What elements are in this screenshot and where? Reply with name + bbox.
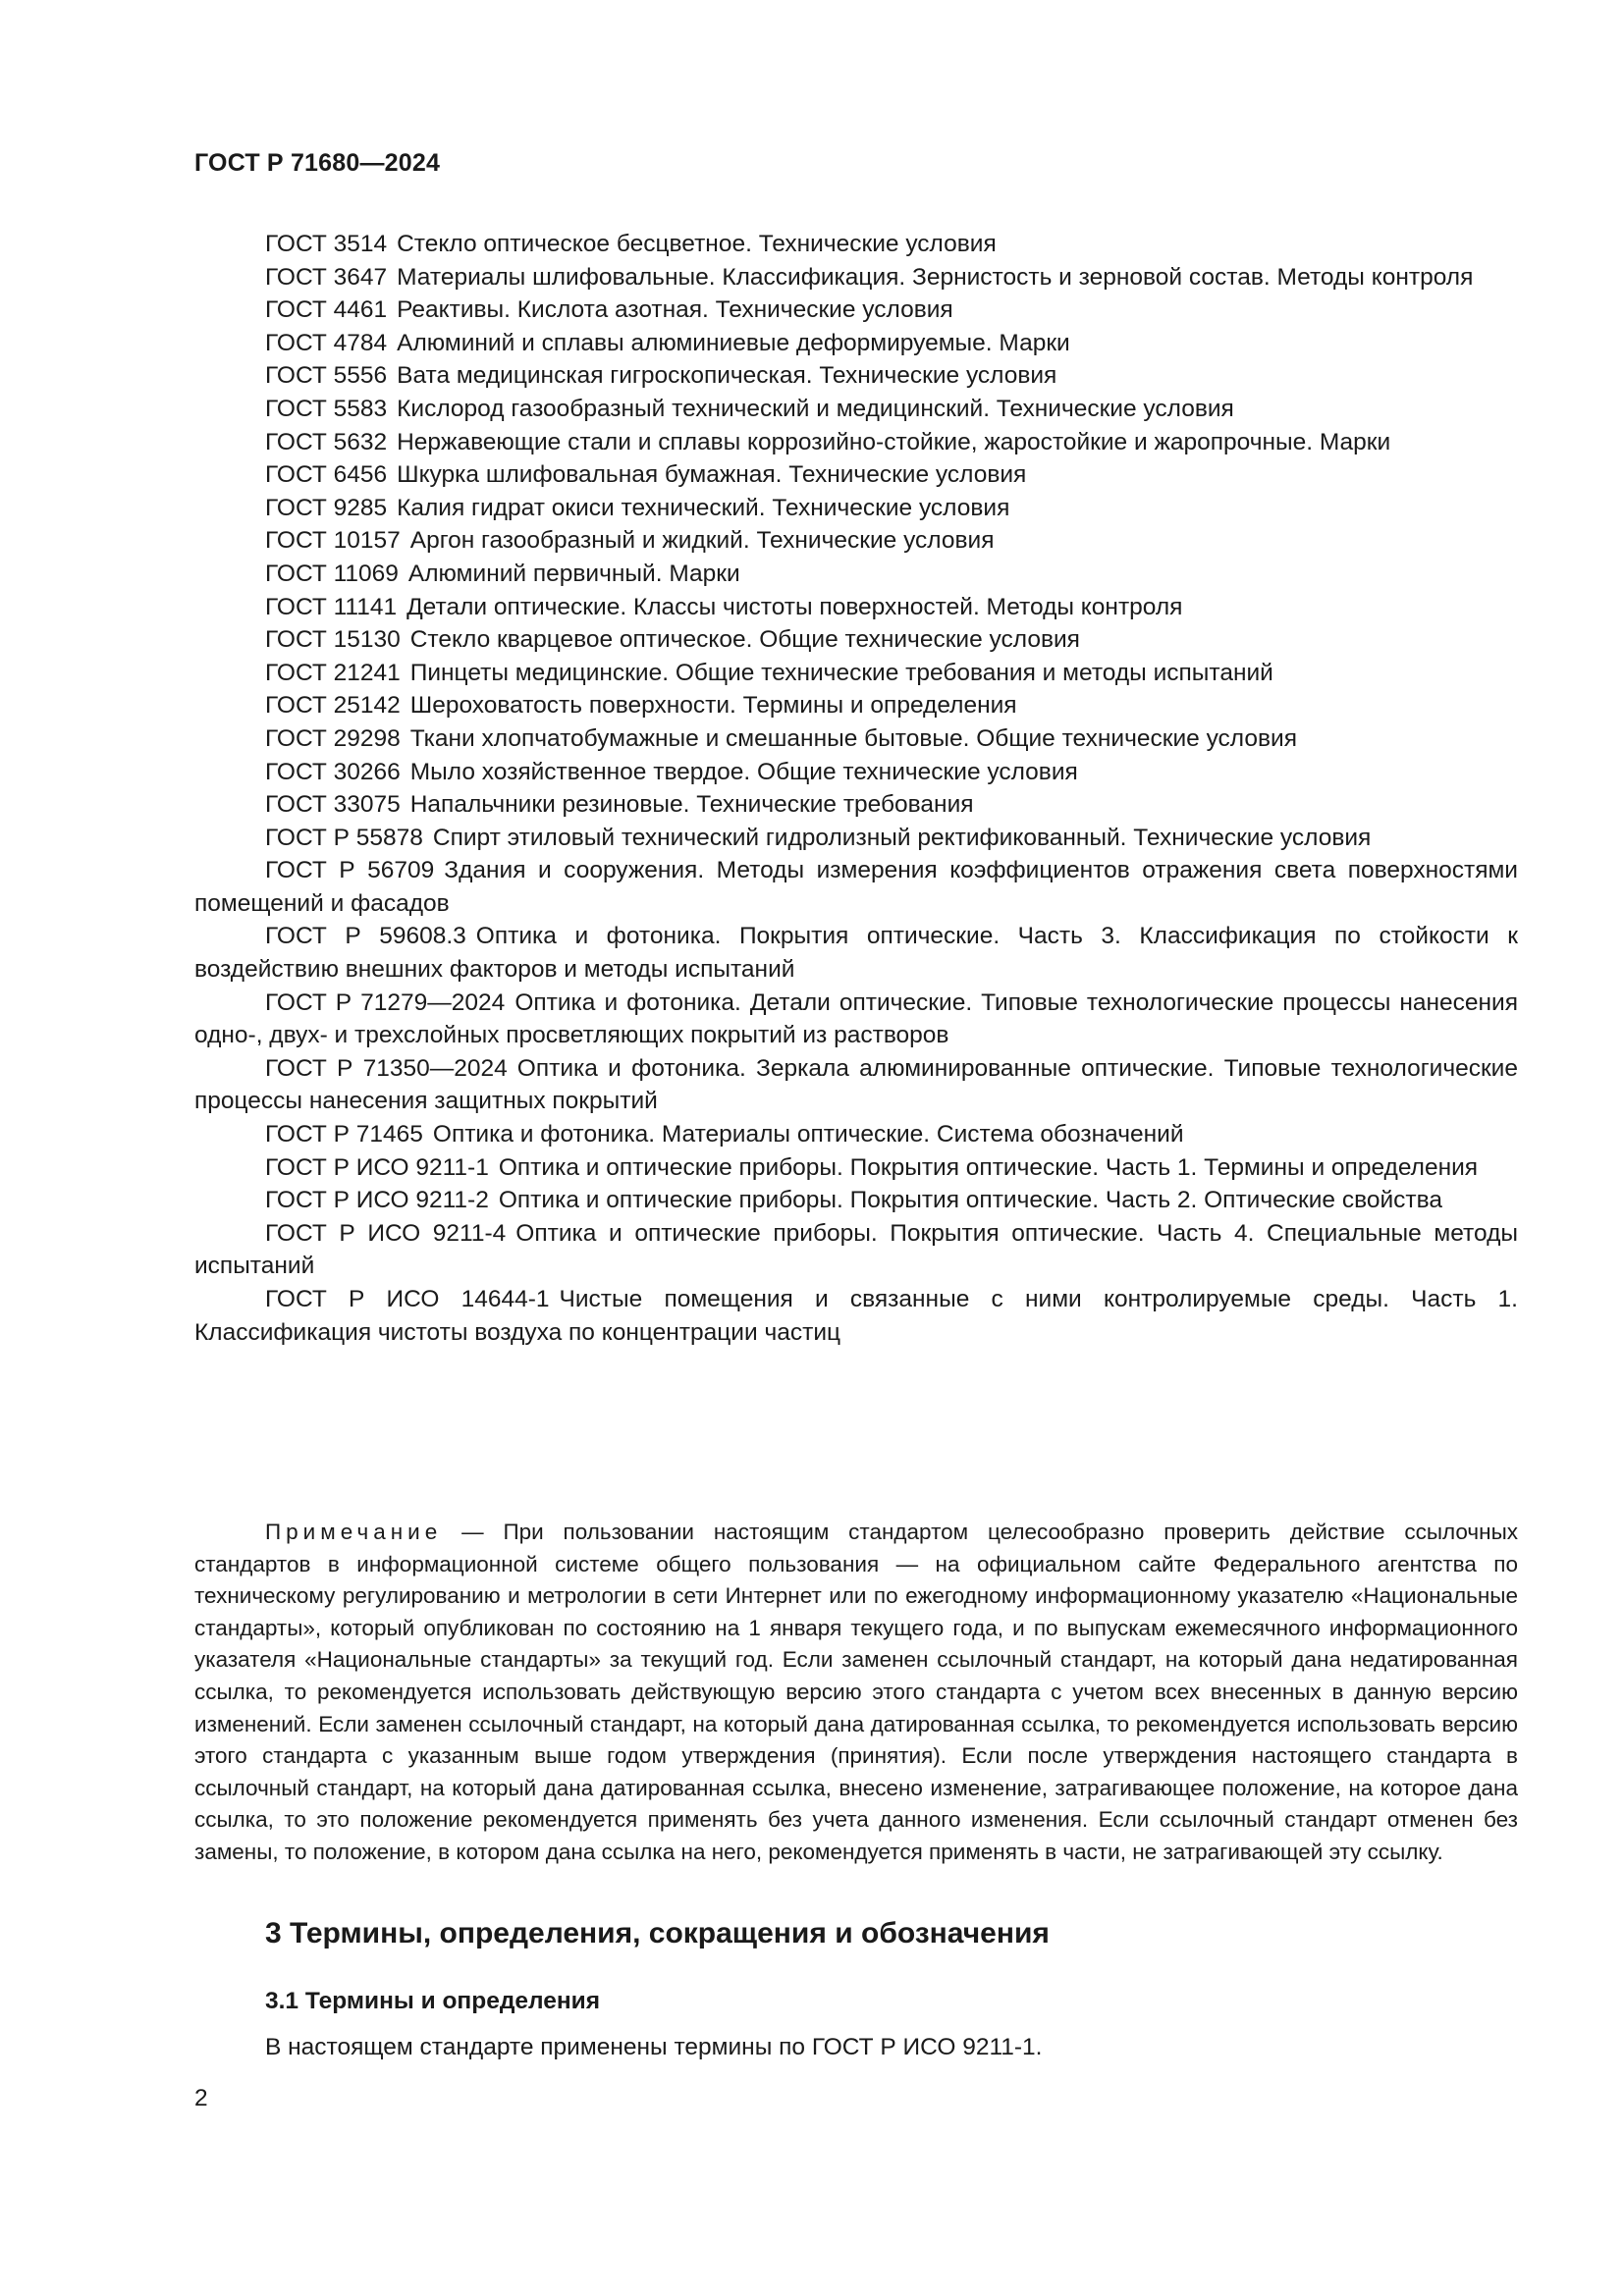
reference-code: ГОСТ 5632 [265, 428, 388, 455]
normative-references-list [194, 228, 1518, 1349]
reference-code: ГОСТ Р ИСО 9211-1 [265, 1153, 489, 1181]
page-number: 2 [194, 2085, 208, 2111]
reference-title: Здания и сооружения. Методы измерения коэффициентов отражения света поверхностями помещений и фасадов [194, 857, 1518, 917]
reference-title: Оптика и оптические приборы. Покрытия оптические. Часть 1. Термины и определения [498, 1153, 1479, 1181]
reference-item [194, 1217, 1518, 1283]
reference-title: Нержавеющие стали и сплавы коррозийно-стойкие, жаростойкие и жаропрочные. Марки [397, 428, 1391, 455]
reference-item [194, 492, 1518, 525]
reference-code: ГОСТ 11069 [265, 560, 399, 587]
reference-code: ГОСТ Р 71279—2024 [265, 988, 506, 1016]
reference-item [194, 426, 1518, 459]
reference-item [194, 359, 1518, 393]
reference-title: Детали оптические. Классы чистоты поверхностей. Методы контроля [406, 593, 1183, 620]
reference-title: Ткани хлопчатобумажные и смешанные бытовые. Общие технические условия [409, 724, 1297, 752]
reference-title: Оптика и фотоника. Покрытия оптические. Часть 3. Классификация по стойкости к воздействию внешних факторов и методы испытаний [194, 923, 1519, 984]
reference-code: ГОСТ 15130 [265, 626, 401, 654]
reference-item [194, 1151, 1518, 1185]
reference-title: Напальчники резиновые. Технические требования [409, 791, 974, 819]
reference-title: Оптика и фотоника. Материалы оптические. Система обозначений [432, 1121, 1184, 1148]
reference-title: Оптика и оптические приборы. Покрытия оптические. Часть 2. Оптические свойства [498, 1187, 1442, 1214]
subsection-heading: 3.1 Термины и определения [265, 1988, 601, 2014]
reference-item [194, 294, 1518, 327]
reference-item [194, 822, 1518, 855]
reference-code: ГОСТ Р 55878 [265, 824, 423, 851]
reference-title: Спирт этиловый технический гидролизный ректификованный. Технические условия [432, 824, 1372, 851]
reference-title: Пинцеты медицинские. Общие технические требования и методы испытаний [409, 659, 1273, 686]
reference-item [194, 393, 1518, 426]
reference-code: ГОСТ 4461 [265, 296, 388, 324]
reference-code: ГОСТ 30266 [265, 758, 401, 785]
reference-code: ГОСТ 3647 [265, 263, 388, 291]
reference-item [194, 1052, 1518, 1118]
reference-title: Аргон газообразный и жидкий. Технические условия [409, 527, 995, 555]
reference-title: Шкурка шлифовальная бумажная. Технические условия [397, 461, 1027, 489]
reference-item [194, 756, 1518, 789]
reference-title: Кислород газообразный технический и медицинский. Технические условия [397, 395, 1234, 422]
reference-code: ГОСТ 5556 [265, 362, 388, 390]
reference-code: ГОСТ 11141 [265, 593, 398, 620]
reference-item [194, 689, 1518, 722]
reference-title: Стекло оптическое бесцветное. Технические условия [397, 231, 997, 257]
note-text: — При пользовании настоящим стандартом целесообразно проверить действие ссылочных стандартов в информационной системе общего пользования — на официальном сайте Федерального агентства по техническому регулированию и метрологии в сети Интернет или по ежегодному информационному указателю «Национальные стандарты», который опубликован по состоянию на 1 января текущего года, и по выпускам ежемесячного информационного указателя «Национальные стандарты» за текущий год. Если заменен ссылочный стандарт, на который дана недатированная ссылка, то рекомендуется использовать действующую версию этого стандарта с учетом всех внесенных в данную версию изменений. Если заменен ссылочный стандарт, на который дана датированная ссылка, то рекомендуется использовать версию этого стандарта с указанным выше годом утверждения (принятия). Если после утверждения настоящего стандарта в ссылочный стандарт, на который дана датированная ссылка, внесено изменение, затрагивающее положение, на которое дана ссылка, то это положение рекомендуется применять без учета данного изменения. Если ссылочный стандарт отменен без замены, то положение, в котором дана ссылка на него, рекомендуется применять в части, не затрагивающей эту ссылку. [194, 1520, 1518, 1864]
reference-code: ГОСТ 4784 [265, 329, 388, 356]
reference-code: ГОСТ 9285 [265, 494, 388, 521]
reference-code: ГОСТ 3514 [265, 231, 388, 257]
reference-item [194, 1184, 1518, 1217]
section-heading: 3 Термины, определения, сокращения и обозначения [265, 1917, 1050, 1949]
reference-title: Калия гидрат окиси технический. Технические условия [397, 494, 1010, 521]
reference-title: Чистые помещения и связанные с ними контролируемые среды. Часть 1. Классификация чистоты воздуха по концентрации частиц [194, 1286, 1518, 1346]
reference-code: ГОСТ 10157 [265, 527, 401, 555]
reference-item [194, 327, 1518, 360]
reference-item [194, 854, 1518, 920]
reference-code: ГОСТ 5583 [265, 395, 388, 422]
reference-title: Вата медицинская гигроскопическая. Технические условия [397, 362, 1057, 390]
reference-title: Оптика и оптические приборы. Покрытия оптические. Часть 4. Специальные методы испытаний [194, 1219, 1518, 1280]
reference-title: Алюминий и сплавы алюминиевые деформируемые. Марки [397, 329, 1070, 356]
reference-code: ГОСТ Р ИСО 9211-4 [265, 1219, 507, 1247]
reference-item [194, 1283, 1518, 1349]
reference-code: ГОСТ 29298 [265, 724, 401, 752]
reference-code: ГОСТ 21241 [265, 659, 401, 686]
reference-item [194, 524, 1518, 558]
reference-item [194, 591, 1518, 624]
reference-item [194, 788, 1518, 822]
reference-item [194, 228, 1518, 261]
document-header: ГОСТ Р 71680—2024 [194, 149, 441, 177]
reference-item [194, 558, 1518, 591]
reference-item [194, 657, 1518, 690]
reference-item [194, 987, 1518, 1052]
reference-title: Оптика и фотоника. Зеркала алюминированные оптические. Типовые технологические процессы нанесения защитных покрытий [194, 1054, 1518, 1115]
reference-item [194, 920, 1518, 986]
reference-title: Стекло кварцевое оптическое. Общие технические условия [409, 626, 1080, 654]
reference-item [194, 458, 1518, 492]
reference-item [194, 261, 1518, 294]
note-label: Примечание [265, 1520, 443, 1544]
reference-code: ГОСТ 33075 [265, 791, 401, 819]
reference-code: ГОСТ Р 59608.3 [265, 923, 466, 950]
reference-title: Материалы шлифовальные. Классификация. Зернистость и зерновой состав. Методы контроля [397, 263, 1474, 291]
reference-code: ГОСТ 25142 [265, 692, 401, 720]
reference-title: Шероховатость поверхности. Термины и определения [409, 692, 1017, 720]
reference-code: ГОСТ Р ИСО 14644-1 [265, 1286, 550, 1312]
reference-item [194, 722, 1518, 756]
reference-code: ГОСТ Р 71465 [265, 1121, 423, 1148]
reference-code: ГОСТ 6456 [265, 461, 388, 489]
reference-title: Реактивы. Кислота азотная. Технические условия [397, 296, 953, 324]
reference-title: Алюминий первичный. Марки [407, 560, 740, 587]
reference-code: ГОСТ Р 71350—2024 [265, 1054, 508, 1082]
reference-title: Оптика и фотоника. Детали оптические. Типовые технологические процессы нанесения одно-, двух- и трехслойных просветляющих покрытий из растворов [194, 988, 1518, 1049]
reference-title: Мыло хозяйственное твердое. Общие технические условия [409, 758, 1078, 785]
section-paragraph: В настоящем стандарте применены термины по ГОСТ Р ИСО 9211-1. [265, 2034, 1043, 2060]
reference-item [194, 1118, 1518, 1151]
note-paragraph [194, 1517, 1518, 1869]
reference-code: ГОСТ Р ИСО 9211-2 [265, 1187, 489, 1214]
reference-item [194, 623, 1518, 657]
reference-code: ГОСТ Р 56709 [265, 857, 435, 884]
